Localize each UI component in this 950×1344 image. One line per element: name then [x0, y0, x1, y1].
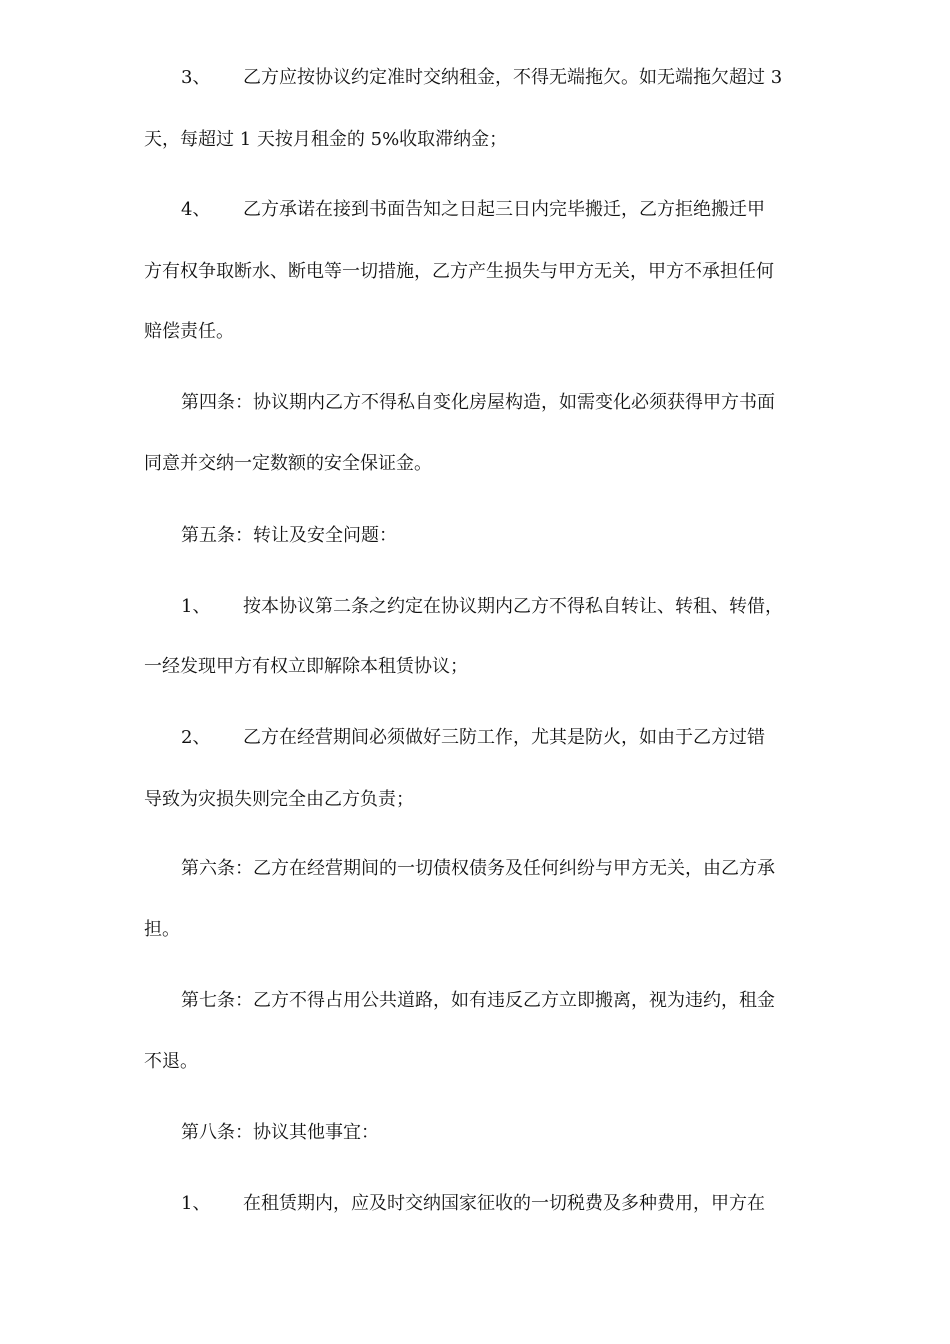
article-4-line-2: 同意并交纳一定数额的安全保证金。: [144, 453, 432, 474]
item-text: 在租赁期内，应及时交纳国家征收的一切税费及多种费用，甲方在: [243, 1193, 765, 1214]
article-6-line-2: 担。: [144, 919, 180, 940]
item-number: 1、: [181, 1193, 211, 1214]
item-4-line-3: 赔偿责任。: [144, 321, 234, 342]
item-3-line-2: 天，每超过 1 天按月租金的 5%收取滞纳金；: [144, 129, 508, 150]
item-number: 2、: [181, 727, 211, 748]
item-number: 4、: [181, 199, 211, 220]
article-7-line-2: 不退。: [144, 1051, 198, 1072]
item-text: 乙方承诺在接到书面告知之日起三日内完毕搬迁，乙方拒绝搬迁甲: [243, 199, 765, 220]
article-7-line-1: 第七条：乙方不得占用公共道路，如有违反乙方立即搬离，视为违约，租金: [181, 990, 775, 1011]
article-8-heading: 第八条：协议其他事宜：: [181, 1122, 379, 1143]
article-4-line-1: 第四条：协议期内乙方不得私自变化房屋构造，如需变化必须获得甲方书面: [181, 392, 775, 413]
item-text: 按本协议第二条之约定在协议期内乙方不得私自转让、转租、转借，: [243, 596, 783, 617]
item-number: 3、: [181, 67, 211, 88]
item-4-line-1: [181, 198, 831, 222]
item-text: 乙方应按协议约定准时交纳租金，不得无端拖欠。如无端拖欠超过 3: [243, 67, 783, 88]
article-5-item-2-line-1: [181, 726, 831, 750]
item-3-line-1: [181, 66, 831, 90]
article-5-heading: 第五条：转让及安全问题：: [181, 525, 397, 546]
article-8-item-1-line-1: [181, 1192, 831, 1216]
item-text: 乙方在经营期间必须做好三防工作，尤其是防火，如由于乙方过错: [243, 727, 765, 748]
article-5-item-1-line-2: 一经发现甲方有权立即解除本租赁协议；: [144, 656, 468, 677]
article-5-item-1-line-1: [181, 595, 831, 619]
item-4-line-2: 方有权争取断水、断电等一切措施，乙方产生损失与甲方无关，甲方不承担任何: [144, 261, 774, 282]
item-number: 1、: [181, 596, 211, 617]
article-6-line-1: 第六条：乙方在经营期间的一切债权债务及任何纠纷与甲方无关，由乙方承: [181, 858, 775, 879]
article-5-item-2-line-2: 导致为灾损失则完全由乙方负责；: [144, 789, 414, 810]
